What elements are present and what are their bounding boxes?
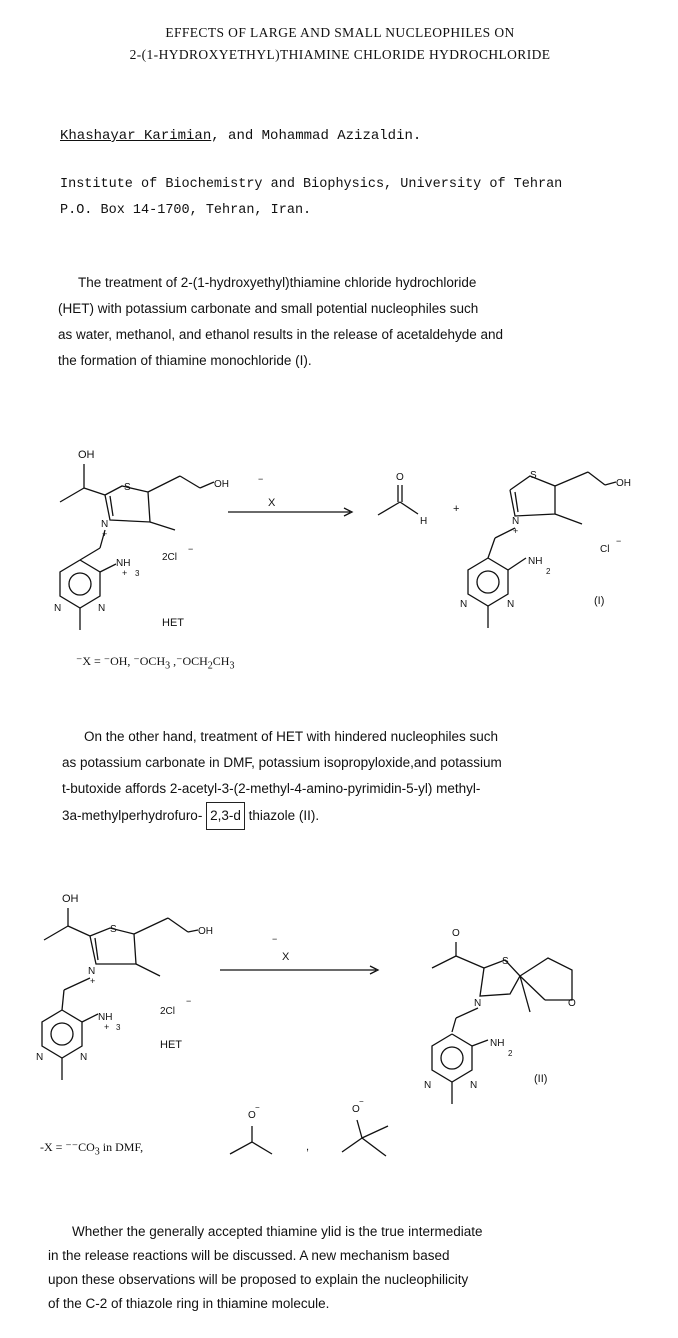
abstract-paragraph-2 <box>62 724 502 830</box>
p1-line-3: as water, methanol, and ethanol results in the release of acetaldehyde and <box>58 327 504 342</box>
reaction-scheme-2 <box>0 880 678 1170</box>
het-n-right: N <box>98 603 106 614</box>
het2-oh-right: OH <box>198 926 213 937</box>
bond <box>68 926 90 936</box>
het-s-label: S <box>124 482 131 493</box>
product-nh2: NH <box>528 556 543 567</box>
bond <box>456 1008 478 1018</box>
p3-line-4: of the C-2 of thiazole ring in thiamine molecule. <box>48 1296 330 1311</box>
bond <box>136 964 160 976</box>
bond <box>64 978 90 990</box>
p2-l4-pre: 3a-methylperhydrofuro- <box>62 808 203 823</box>
bond <box>432 956 456 968</box>
xdef-part: CH <box>212 654 230 668</box>
author-rest: , and Mohammad Azizaldin. <box>211 128 422 144</box>
bond <box>555 514 582 524</box>
authors <box>60 128 421 144</box>
comma: , <box>306 1141 310 1153</box>
prod2-n-right: N <box>470 1080 478 1091</box>
paper-title <box>20 22 660 66</box>
bond <box>44 926 68 940</box>
het2-s: S <box>110 924 117 935</box>
author-first: Khashayar Karimian <box>60 128 212 144</box>
het2-nh3-charge: + <box>104 1022 110 1032</box>
tbutoxide-o: O <box>352 1104 360 1115</box>
affiliation-line-1: Institute of Biochemistry and Biophysics, University of Tehran <box>60 177 563 192</box>
minus-sign: − <box>186 996 192 1006</box>
prod2-nh2-sub: 2 <box>508 1049 513 1058</box>
het2-nh3: NH <box>98 1012 113 1023</box>
prod2-o-ring: O <box>568 998 576 1009</box>
thiazolium-ring <box>510 476 555 516</box>
prod2-n-left: N <box>424 1080 432 1091</box>
bond <box>588 472 605 485</box>
title-line-2: 2-(1-HYDROXYETHYL)THIAMINE CHLORIDE HYDROCHLORIDE <box>129 47 551 62</box>
bond <box>82 1014 98 1022</box>
bond <box>252 1142 272 1154</box>
p1-line-1: The treatment of 2-(1-hydroxyethyl)thiamine chloride hydrochloride <box>78 275 477 290</box>
prod2-n: N <box>474 998 482 1009</box>
het2-label: HET <box>160 1039 182 1051</box>
title-line-1: EFFECTS OF LARGE AND SMALL NUCLEOPHILES ON <box>165 25 515 40</box>
prod2-label: (II) <box>534 1073 548 1085</box>
pyrimidine-ring <box>468 558 508 606</box>
product-s: S <box>530 470 537 481</box>
bond <box>472 1040 488 1046</box>
xdef-part: ⁻X = ⁻OH, ⁻OCH <box>76 654 166 668</box>
p1-line-2: (HET) with potassium carbonate and small potential nucleophiles such <box>58 301 479 316</box>
bond <box>100 564 116 572</box>
het-n-label: N <box>101 519 109 530</box>
product-n-left: N <box>460 599 468 610</box>
bond <box>60 488 84 502</box>
aromatic-circle <box>477 571 499 593</box>
fusion-bracket: 2,3-d <box>206 802 245 830</box>
reagent-x-2: X <box>282 951 290 963</box>
furan-ring <box>520 958 572 1000</box>
bond <box>357 1120 362 1138</box>
minus-sign: − <box>272 934 278 944</box>
pyrimidine-ring <box>42 1010 82 1058</box>
het-nh3-charge: + <box>122 568 128 578</box>
het-n-charge: + <box>102 529 108 539</box>
pyrimidine-ring <box>432 1034 472 1082</box>
bond <box>200 482 214 488</box>
bond <box>362 1138 386 1156</box>
bond <box>555 472 588 486</box>
reaction-scheme-1 <box>0 430 678 690</box>
bond <box>134 918 168 934</box>
aromatic-circle <box>69 573 91 595</box>
abstract-paragraph-1 <box>58 270 503 374</box>
bond <box>62 990 64 1010</box>
bond <box>495 528 515 538</box>
p1-line-4: the formation of thiamine monochloride (I). <box>58 353 312 368</box>
het2-2cl: 2Cl <box>160 1006 176 1017</box>
reagent-x: X <box>268 497 276 509</box>
bond <box>342 1138 362 1152</box>
het-label: HET <box>162 617 184 629</box>
minus-sign: − <box>258 474 264 484</box>
aromatic-circle <box>51 1023 73 1045</box>
acetaldehyde-h: H <box>420 516 428 527</box>
minus-sign: − <box>255 1103 260 1112</box>
abstract-paragraph-3 <box>48 1220 482 1316</box>
het2-oh: OH <box>62 893 79 905</box>
het-oh-right: OH <box>214 479 229 490</box>
prod2-s: S <box>502 956 509 967</box>
bond <box>148 476 180 492</box>
double-bond <box>515 492 518 512</box>
product-cl: Cl <box>600 544 610 555</box>
het2-n-right: N <box>80 1052 88 1063</box>
bond <box>452 1018 456 1032</box>
bond <box>488 538 495 558</box>
p2-l4-post: thiazole (II). <box>248 808 320 823</box>
bond <box>80 548 100 560</box>
xdef-sub: 2 <box>207 660 213 672</box>
affiliation <box>60 172 562 224</box>
bond <box>362 1126 388 1138</box>
plus-sign: + <box>453 503 460 515</box>
affiliation-line-2: P.O. Box 14-1700, Tehran, Iran. <box>60 203 312 218</box>
aromatic-circle <box>441 1047 463 1069</box>
p2-line-1: On the other hand, treatment of HET with hindered nucleophiles such <box>84 729 498 744</box>
bond <box>378 502 400 515</box>
xdef2-sub: 3 <box>94 1146 100 1158</box>
xdef2-part: in DMF, <box>99 1140 144 1154</box>
prod2-nh2: NH <box>490 1038 505 1049</box>
xdef-sub: 3 <box>165 660 171 672</box>
bond <box>605 482 616 485</box>
het-nh3: NH <box>116 558 131 569</box>
product-nh2-sub: 2 <box>546 567 551 576</box>
pyrimidine-ring <box>60 560 100 608</box>
bond <box>84 488 105 495</box>
p3-line-2: in the release reactions will be discussed. A new mechanism based <box>48 1248 450 1263</box>
product-oh: OH <box>616 478 631 489</box>
p2-line-3: t-butoxide affords 2-acetyl-3-(2-methyl-4-amino-pyrimidin-5-yl) methyl- <box>62 781 481 796</box>
p2-line-4 <box>62 802 502 830</box>
minus-sign: − <box>188 544 194 554</box>
p2-line-2: as potassium carbonate in DMF, potassium isopropyloxide,and potassium <box>62 755 502 770</box>
xdef2-part: -X = ⁻⁻CO <box>40 1140 95 1154</box>
het2-n: N <box>88 966 96 977</box>
thiazolidine-ring <box>480 960 520 996</box>
bond <box>230 1142 252 1154</box>
bond <box>456 956 484 968</box>
het-2cl: 2Cl <box>162 552 178 563</box>
p3-line-1: Whether the generally accepted thiamine ylid is the true intermediate <box>72 1224 483 1239</box>
het2-nh3-sub: 3 <box>116 1023 121 1032</box>
minus-sign: − <box>616 536 622 546</box>
product-n-right: N <box>507 599 515 610</box>
p3-line-3: upon these observations will be proposed to explain the nucleophilicity <box>48 1272 469 1287</box>
bond <box>508 558 526 570</box>
minus-sign: − <box>359 1097 364 1106</box>
bond <box>188 930 198 932</box>
het2-n-charge: + <box>90 976 96 986</box>
het-n-left: N <box>54 603 62 614</box>
double-bond <box>95 938 98 960</box>
isopropoxide-o: O <box>248 1110 256 1121</box>
het-oh-label: OH <box>78 449 95 461</box>
xdef-part: ,⁻OCH <box>170 654 208 668</box>
product-n-charge: + <box>513 526 519 536</box>
product-n: N <box>512 516 520 527</box>
nucleophile-definition-1 <box>76 654 234 671</box>
xdef-sub: 3 <box>229 660 235 672</box>
het-nh3-sub: 3 <box>135 569 140 578</box>
prod2-o: O <box>452 928 460 939</box>
product-label-I: (I) <box>594 595 605 607</box>
double-bond <box>110 496 113 516</box>
bond <box>400 502 418 514</box>
bond <box>150 522 175 530</box>
nucleophile-definition-2 <box>40 1140 143 1157</box>
bond <box>180 476 200 488</box>
bond <box>168 918 188 932</box>
het2-n-left: N <box>36 1052 44 1063</box>
acetaldehyde-o: O <box>396 472 404 483</box>
